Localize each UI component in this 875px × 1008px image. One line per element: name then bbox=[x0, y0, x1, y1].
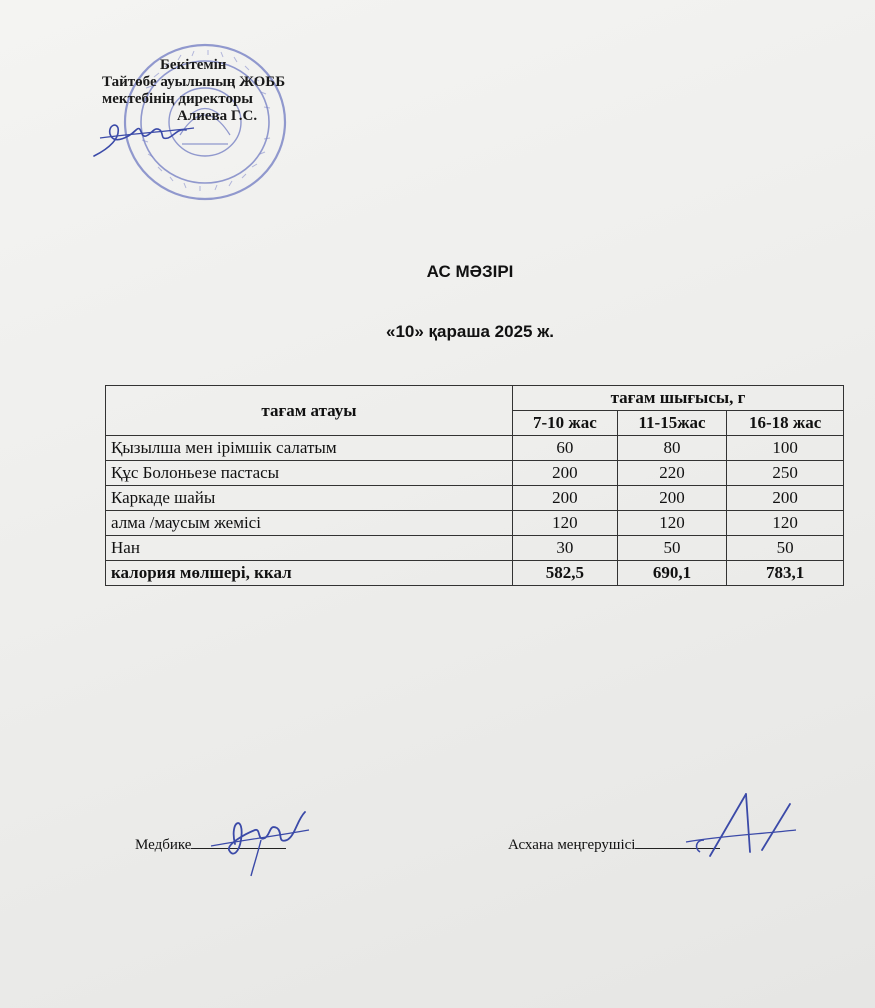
portion-value: 50 bbox=[617, 536, 726, 561]
dish-name: алма /маусым жемісі bbox=[106, 511, 513, 536]
nurse-label: Медбике bbox=[135, 837, 192, 853]
dish-name: Каркаде шайы bbox=[106, 486, 513, 511]
table-row bbox=[106, 486, 844, 511]
portion-value: 200 bbox=[617, 486, 726, 511]
calorie-value: 783,1 bbox=[727, 561, 844, 586]
age-column-header: 16-18 жас bbox=[727, 411, 844, 436]
portion-value: 200 bbox=[513, 461, 618, 486]
calorie-label: калория мөлшері, ккал bbox=[106, 561, 513, 586]
portion-value: 80 bbox=[617, 436, 726, 461]
calorie-value: 582,5 bbox=[513, 561, 618, 586]
menu-table bbox=[105, 385, 844, 586]
table-row bbox=[106, 461, 844, 486]
table-row bbox=[106, 436, 844, 461]
portion-value: 50 bbox=[727, 536, 844, 561]
portion-value: 60 bbox=[513, 436, 618, 461]
nurse-signature bbox=[205, 800, 315, 880]
table-row bbox=[106, 536, 844, 561]
approval-line: Алиева Г.С. bbox=[177, 108, 258, 124]
age-column-header: 11-15жас bbox=[617, 411, 726, 436]
portion-value: 120 bbox=[727, 511, 844, 536]
approval-line: мектебінің директоры bbox=[102, 91, 254, 107]
director-signature bbox=[90, 108, 200, 163]
approval-line: Бекітемін bbox=[160, 57, 227, 73]
portion-value: 100 bbox=[727, 436, 844, 461]
table-row bbox=[106, 511, 844, 536]
portion-value: 200 bbox=[513, 486, 618, 511]
dish-name: Құс Болоньезе пастасы bbox=[106, 461, 513, 486]
dish-name: Нан bbox=[106, 536, 513, 561]
document-title: АС МӘЗІРІ bbox=[426, 262, 514, 281]
menu-date: «10» қараша 2025 ж. bbox=[385, 322, 554, 341]
portion-group-header: тағам шығысы, г bbox=[513, 386, 844, 411]
canteen-manager-label: Асхана меңгерушісі bbox=[508, 837, 636, 853]
portion-value: 30 bbox=[513, 536, 618, 561]
canteen-manager-signature bbox=[680, 790, 800, 865]
portion-value: 200 bbox=[727, 486, 844, 511]
dish-name-header: тағам атауы bbox=[106, 386, 513, 436]
dish-name: Қызылша мен ірімшік салатым bbox=[106, 436, 513, 461]
portion-value: 120 bbox=[617, 511, 726, 536]
age-column-header: 7-10 жас bbox=[513, 411, 618, 436]
portion-value: 250 bbox=[727, 461, 844, 486]
portion-value: 120 bbox=[513, 511, 618, 536]
portion-value: 220 bbox=[617, 461, 726, 486]
approval-line: Тайтөбе ауылының ЖОББ bbox=[102, 74, 286, 90]
calorie-total-row bbox=[106, 561, 844, 586]
calorie-value: 690,1 bbox=[617, 561, 726, 586]
table-header-row bbox=[106, 386, 844, 411]
